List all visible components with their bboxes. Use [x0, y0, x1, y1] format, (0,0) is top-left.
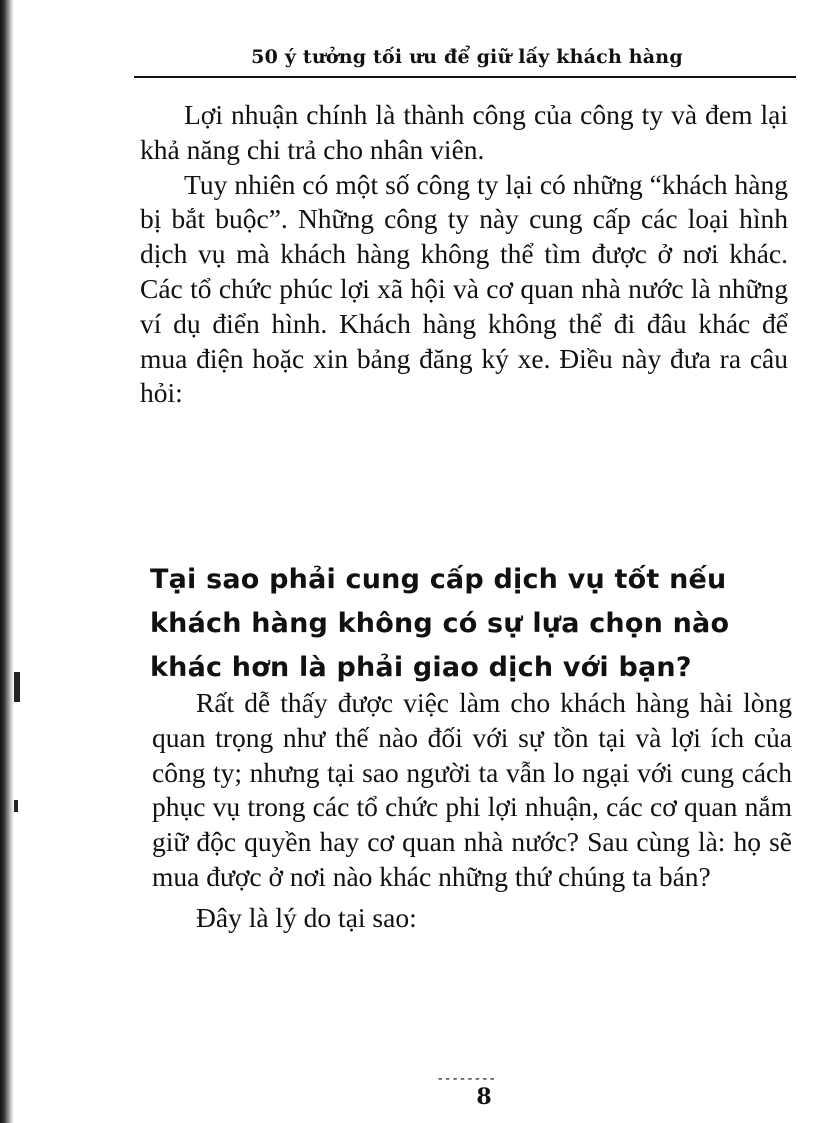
- footer-separator: --------: [436, 1071, 496, 1087]
- paragraph: Rất dễ thấy được việc làm cho khách hàng hài lòng quan trọng như thế nào đối với sự tồn tại và lợi ích của công ty; nhưng tại sao người ta vẫn lo ngại với cung cách phục vụ trong các tổ chức phi lợi nhuận, các cơ quan nắm giữ độc quyền hay cơ quan nhà nước? Sau cùng là: họ sẽ mua được ở nơi nào khác những thứ chúng ta bán?: [152, 687, 792, 892]
- running-header: 50 ý tưởng tối ưu để giữ lấy khách hàng: [251, 46, 683, 68]
- paragraph: Đây là lý do tại sao:: [196, 901, 417, 933]
- paragraph: Lợi nhuận chính là thành công của công ty và đem lại khả năng chi trả cho nhân viên.: [140, 99, 788, 165]
- body-text-bottom: [152, 686, 792, 936]
- body-text-top: [140, 98, 788, 411]
- question-heading: Tại sao phải cung cấp dịch vụ tốt nếu khách hàng không có sự lựa chọn nào khác hơn là phải giao dịch với bạn?: [150, 564, 730, 683]
- header-rule: [134, 76, 796, 78]
- paragraph: Tuy nhiên có một số công ty lại có những “khách hàng bị bắt buộc”. Những công ty này cung cấp các loại hình dịch vụ mà khách hàng không thể tìm được ở nơi khác. Các tổ chức phúc lợi xã hội và cơ quan nhà nước là những ví dụ điển hình. Khách hàng không thể đi đâu khác để mua điện hoặc xin bảng đăng ký xe. Điều này đưa ra câu hỏi:: [140, 168, 788, 409]
- page-number: 8: [476, 1084, 492, 1110]
